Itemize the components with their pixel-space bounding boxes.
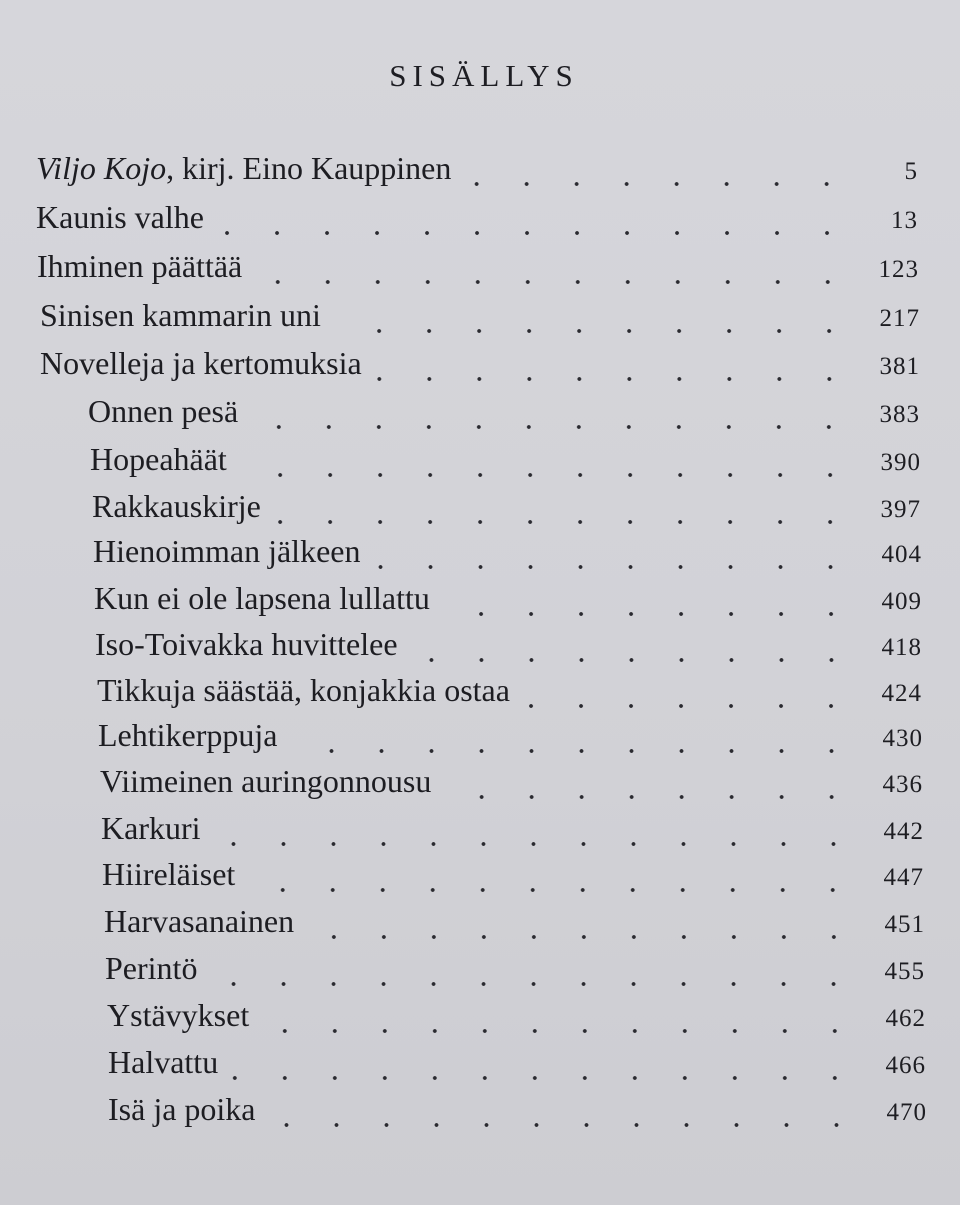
dot-leader <box>522 699 856 709</box>
toc-entry <box>95 626 922 670</box>
dot-leader <box>230 1071 860 1081</box>
toc-entry-title: Onnen pesä <box>88 393 239 429</box>
dot-leader <box>306 930 859 940</box>
toc-entry-page: 409 <box>881 588 922 615</box>
dot-leader <box>443 790 857 800</box>
dot-leader <box>268 1118 862 1128</box>
toc-entry <box>93 533 922 577</box>
toc-entry <box>107 997 926 1041</box>
toc-entry-title: Hienoimman jälkeen <box>93 533 361 569</box>
toc-entry <box>104 903 925 947</box>
toc-entry <box>36 199 918 243</box>
toc-entry-title: Sinisen kammarin uni <box>40 297 321 333</box>
dot-leader <box>333 324 854 334</box>
toc-entry <box>88 393 920 437</box>
toc-entry-page: 404 <box>881 541 922 568</box>
dot-leader <box>209 977 859 987</box>
toc-entry-title: Isä ja poika <box>108 1091 256 1127</box>
toc-entry-page: 123 <box>878 256 919 283</box>
toc-entry <box>36 150 918 194</box>
toc-entry-title: Tikkuja säästää, konjakkia ostaa <box>97 672 510 708</box>
toc-entry-title: Harvasanainen <box>104 903 295 939</box>
toc-entry-title: Viimeinen auringonnousu <box>100 763 432 799</box>
toc-entry <box>97 672 922 716</box>
dot-leader <box>261 1024 860 1034</box>
dot-leader <box>247 883 858 893</box>
toc-entry-page: 470 <box>886 1099 927 1126</box>
toc-entry-author: Viljo Kojo <box>36 150 167 186</box>
toc-entry-page: 447 <box>883 864 924 891</box>
toc-entry-page: 383 <box>879 401 920 428</box>
toc-entry <box>94 580 922 624</box>
toc-entry-title: Ihminen päättää <box>37 248 243 284</box>
toc-entry-page: 217 <box>879 305 920 332</box>
toc-entry-title: Hopeahäät <box>90 441 227 477</box>
toc-entry-page: 430 <box>882 725 923 752</box>
toc-entry-page: 436 <box>882 771 923 798</box>
toc-entry-title: Novelleja ja kertomuksia <box>40 345 362 381</box>
dot-leader <box>289 744 857 754</box>
dot-leader <box>372 560 856 570</box>
toc-entry <box>108 1091 927 1135</box>
dot-leader <box>463 177 852 187</box>
toc-entry-page: 390 <box>880 449 921 476</box>
toc-entry <box>108 1044 926 1088</box>
dot-leader <box>254 275 853 285</box>
toc-entry <box>102 856 924 900</box>
toc-entry <box>40 345 920 389</box>
toc-entry-title: Karkuri <box>101 810 201 846</box>
toc-entry-title: Hiireläiset <box>102 856 236 892</box>
dot-leader <box>239 468 855 478</box>
toc-entry-page: 424 <box>881 680 922 707</box>
toc-entry <box>92 488 921 532</box>
toc-entry-title: Viljo Kojo, kirj. Eino Kauppinen <box>36 150 452 186</box>
toc-entry-page: 381 <box>879 353 920 380</box>
toc-entry-page: 462 <box>885 1005 926 1032</box>
toc-entry <box>90 441 921 485</box>
toc-entry-page: 5 <box>904 158 918 185</box>
toc-entry <box>37 248 919 292</box>
dot-leader <box>216 226 852 236</box>
toc-entry-page: 451 <box>884 911 925 938</box>
dot-leader <box>213 837 858 847</box>
dot-leader <box>374 372 854 382</box>
toc-entry-title: Rakkauskirje <box>92 488 261 524</box>
toc-entry <box>98 717 923 761</box>
dot-leader <box>250 420 854 430</box>
toc-entry-title: Ystävykset <box>107 997 250 1033</box>
toc-entry-title: Halvattu <box>108 1044 219 1080</box>
toc-entry <box>100 763 923 807</box>
dot-leader <box>410 653 856 663</box>
toc-entry-page: 418 <box>881 634 922 661</box>
toc-entry-page: 397 <box>880 496 921 523</box>
toc-entry-title: Perintö <box>105 950 198 986</box>
toc-entry <box>101 810 924 854</box>
toc-entry-page: 442 <box>883 818 924 845</box>
toc-entry-title: Iso-Toivakka huvittelee <box>95 626 398 662</box>
page-title: SISÄLLYS <box>389 58 579 93</box>
toc-entry-page: 13 <box>891 207 918 234</box>
toc-entry-title: Kaunis valhe <box>36 199 204 235</box>
toc-entry-page: 455 <box>884 958 925 985</box>
dot-leader <box>273 515 855 525</box>
toc-entry-title: Kun ei ole lapsena lullattu <box>94 580 430 616</box>
toc-entry <box>105 950 925 994</box>
toc-entry-title: Lehtikerppuja <box>98 717 278 753</box>
dot-leader <box>442 607 856 617</box>
toc-entry <box>40 297 920 341</box>
toc-entry-page: 466 <box>885 1052 926 1079</box>
